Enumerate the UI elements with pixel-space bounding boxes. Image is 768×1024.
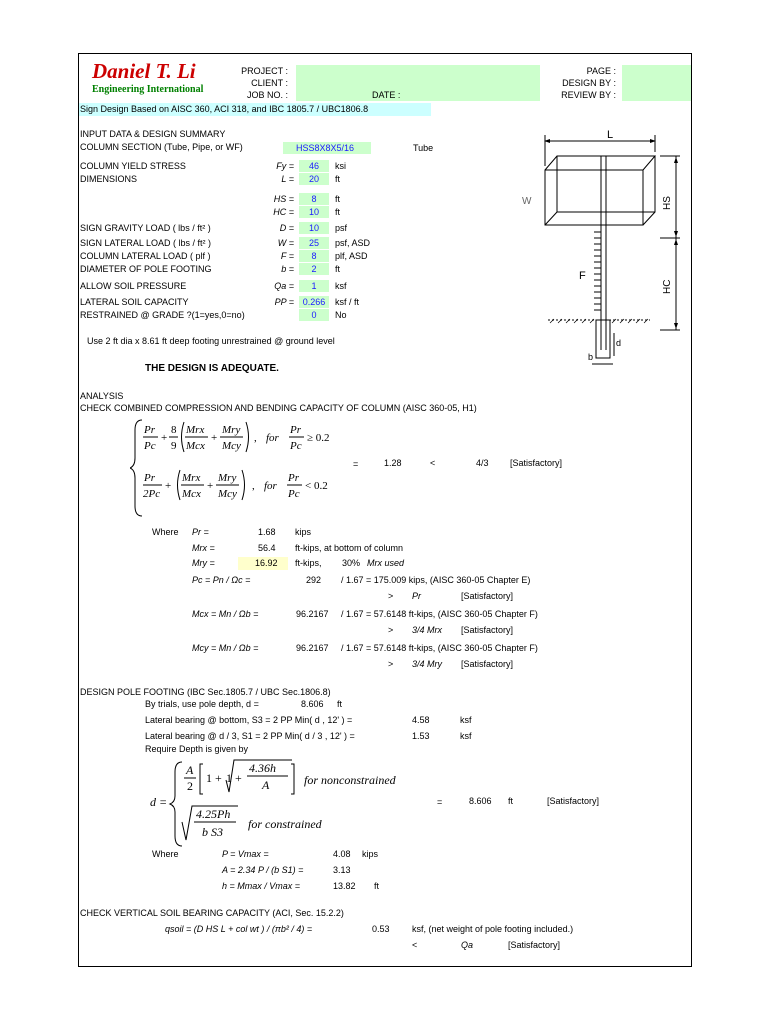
eq2-mry: Mry bbox=[218, 472, 237, 484]
combined-check-heading: CHECK COMBINED COMPRESSION AND BENDING CAPACITY OF COLUMN (AISC 360-05, H1) bbox=[80, 403, 477, 413]
mcx-label: Mcx = Mn / Ωb = bbox=[192, 609, 259, 619]
pr-label: Pr = bbox=[192, 527, 209, 537]
review-by-label: REVIEW BY : bbox=[561, 90, 616, 100]
b-symbol: b = bbox=[281, 264, 294, 274]
page-design-review-field[interactable] bbox=[622, 65, 691, 101]
q-soil-status: [Satisfactory] bbox=[508, 940, 561, 950]
Qa-symbol: Qa = bbox=[274, 281, 294, 291]
pc-gt: > bbox=[388, 591, 394, 601]
ratio-equals: = bbox=[353, 459, 359, 469]
depth-status: [Satisfactory] bbox=[547, 796, 600, 806]
svg-text:+: + bbox=[207, 480, 214, 492]
restrained-unit: No bbox=[335, 310, 347, 320]
Hs-symbol: HS = bbox=[273, 194, 294, 204]
mry-used: Mrx used bbox=[367, 558, 405, 568]
mcy-compare: 3/4 Mry bbox=[412, 659, 443, 669]
column-section-value: HSS8X8X5/16 bbox=[296, 143, 355, 153]
depth-constrained: for constrained bbox=[248, 817, 322, 831]
Hc-symbol: HC = bbox=[273, 207, 294, 217]
depth-nonconstrained: for nonconstrained bbox=[304, 773, 396, 787]
diagram-Hc-label: HC bbox=[662, 279, 673, 294]
diagram-F-label: F bbox=[579, 270, 586, 282]
yield-value: 46 bbox=[308, 161, 319, 171]
gravity-load-label: SIGN GRAVITY LOAD ( lbs / ft² ) bbox=[80, 223, 211, 233]
pc-value: 292 bbox=[306, 575, 322, 585]
Pp-unit: ksf / ft bbox=[335, 297, 360, 307]
trial-depth-unit: ft bbox=[337, 699, 343, 709]
depth-equals: = bbox=[437, 797, 443, 807]
depth-value: 8.606 bbox=[469, 796, 492, 806]
design-adequate: THE DESIGN IS ADEQUATE. bbox=[145, 363, 279, 374]
depth-1: 1 + bbox=[206, 771, 222, 785]
sign-side-face bbox=[643, 156, 655, 225]
pr-unit: kips bbox=[295, 527, 312, 537]
eq1-mrx: Mrx bbox=[186, 424, 205, 436]
eq1-mcx: Mcx bbox=[186, 440, 205, 452]
W-value: 25 bbox=[308, 238, 319, 248]
eq2-cond-pc: Pc bbox=[288, 488, 300, 500]
h-label: h = Mmax / Vmax = bbox=[222, 881, 301, 891]
svg-text:+: + bbox=[211, 432, 218, 444]
L-unit: ft bbox=[335, 174, 341, 184]
svg-text:+: + bbox=[165, 480, 172, 492]
lateral-bottom-value: 4.58 bbox=[412, 715, 430, 725]
eq1-num-8: 8 bbox=[171, 424, 177, 436]
Qa-unit: ksf bbox=[335, 281, 347, 291]
column-section-label: COLUMN SECTION (Tube, Pipe, or WF) bbox=[80, 142, 243, 152]
D-value: 10 bbox=[308, 223, 319, 233]
lateral-third-label: Lateral bearing @ d / 3, S1 = 2 PP Min( d / 3 , 12' ) = bbox=[145, 731, 355, 741]
diameter-label: DIAMETER OF POLE FOOTING bbox=[80, 264, 212, 274]
depth-2: 2 bbox=[187, 779, 193, 793]
input-heading: INPUT DATA & DESIGN SUMMARY bbox=[80, 129, 226, 139]
date-field[interactable] bbox=[410, 89, 540, 101]
eq2-for: for bbox=[264, 480, 277, 492]
a-value: 3.13 bbox=[333, 865, 351, 875]
q-soil-unit: ksf, (net weight of pole footing included.) bbox=[412, 924, 574, 934]
Pp-symbol: PP = bbox=[274, 297, 294, 307]
company-subtitle: Engineering International bbox=[92, 84, 204, 95]
mcy-label: Mcy = Mn / Ωb = bbox=[192, 643, 259, 653]
F-unit: plf, ASD bbox=[335, 251, 368, 261]
sheet-title: Sign Design Based on AISC 360, ACI 318, and IBC 1805.7 / UBC1806.8 bbox=[80, 104, 369, 114]
where-label-1: Where bbox=[152, 527, 179, 537]
mcy-status: [Satisfactory] bbox=[461, 659, 514, 669]
depth-A: A bbox=[186, 763, 194, 777]
eq1-ge: ≥ 0.2 bbox=[307, 432, 330, 444]
D-unit: psf bbox=[335, 223, 348, 233]
diagram-b-label: b bbox=[588, 352, 594, 362]
eq1-cond-pc: Pc bbox=[290, 440, 302, 452]
q-soil-lt: < bbox=[412, 940, 418, 950]
company-logo: Daniel T. Li bbox=[92, 59, 196, 83]
q-soil-qa: Qa bbox=[461, 940, 474, 950]
p-value: 4.08 bbox=[333, 849, 351, 859]
where-label-2: Where bbox=[152, 849, 179, 859]
lateral-load-label: SIGN LATERAL LOAD ( lbs / ft² ) bbox=[80, 238, 212, 248]
q-soil-value: 0.53 bbox=[372, 924, 390, 934]
lateral-third-unit: ksf bbox=[460, 731, 472, 741]
p-label: P = Vmax = bbox=[222, 849, 269, 859]
pole-footing bbox=[596, 320, 610, 358]
q-soil-label: qsoil = (D HS L + col wt ) / (πb² / 4) = bbox=[165, 924, 313, 934]
column-lateral-label: COLUMN LATERAL LOAD ( plf ) bbox=[80, 251, 211, 261]
eq2-cond-pr: Pr bbox=[288, 472, 299, 484]
mcx-compare: 3/4 Mrx bbox=[412, 625, 443, 635]
svg-text:+: + bbox=[161, 432, 168, 444]
lateral-third-value: 1.53 bbox=[412, 731, 430, 741]
lateral-soil-label: LATERAL SOIL CAPACITY bbox=[80, 297, 189, 307]
b-unit: ft bbox=[335, 264, 341, 274]
mry-unit: ft-kips, bbox=[295, 558, 322, 568]
sign-front-face bbox=[545, 170, 643, 225]
Qa-value: 1 bbox=[311, 281, 317, 291]
job-label: JOB NO. : bbox=[246, 90, 288, 100]
h-unit: ft bbox=[374, 881, 380, 891]
mcx-gt: > bbox=[388, 625, 394, 635]
mry-value: 16.92 bbox=[255, 558, 278, 568]
h-value: 13.82 bbox=[333, 881, 356, 891]
pc-calc: / 1.67 = 175.009 kips, (AISC 360-05 Chapter E) bbox=[341, 575, 531, 585]
Pp-value: 0.266 bbox=[302, 297, 326, 307]
column-section-type: Tube bbox=[413, 143, 434, 153]
yield-symbol: Fy = bbox=[276, 161, 294, 171]
mrx-value: 56.4 bbox=[258, 543, 276, 553]
client-label: CLIENT : bbox=[251, 78, 288, 88]
mcy-calc: / 1.67 = 57.6148 ft-kips, (AISC 360-05 Chapter F) bbox=[341, 643, 538, 653]
mcy-gt: > bbox=[388, 659, 394, 669]
diagram-L-label: L bbox=[607, 129, 614, 141]
svg-text:,: , bbox=[254, 432, 257, 444]
date-label: DATE : bbox=[372, 90, 401, 100]
soil-pressure-label: ALLOW SOIL PRESSURE bbox=[80, 281, 187, 291]
eq2-mcy: Mcy bbox=[218, 488, 237, 500]
eq1-mcy: Mcy bbox=[222, 440, 241, 452]
depth-436h: 4.36h bbox=[249, 761, 276, 775]
depth-A2: A bbox=[262, 778, 270, 792]
analysis-heading: ANALYSIS bbox=[80, 391, 124, 401]
ratio-limit: 4/3 bbox=[476, 458, 489, 468]
svg-text:1 +: 1 + bbox=[226, 771, 242, 785]
eq2-pr: Pr bbox=[144, 472, 155, 484]
project-label: PROJECT : bbox=[241, 66, 288, 76]
eq2-2pc: 2Pc bbox=[143, 488, 161, 500]
eq2-mrx: Mrx bbox=[182, 472, 201, 484]
p-unit: kips bbox=[362, 849, 379, 859]
diagram-Hs-label: HS bbox=[662, 196, 673, 210]
bearing-heading: CHECK VERTICAL SOIL BEARING CAPACITY (ACI, Sec. 15.2.2) bbox=[80, 908, 344, 918]
Hs-value: 8 bbox=[311, 194, 317, 204]
restrained-label: RESTRAINED @ GRADE ?(1=yes,0=no) bbox=[80, 310, 245, 320]
mcx-status: [Satisfactory] bbox=[461, 625, 514, 635]
sign-top-face bbox=[545, 156, 655, 170]
mrx-unit: ft-kips, at bottom of column bbox=[295, 543, 404, 553]
a-label: A = 2.34 P / (b S1) = bbox=[222, 865, 304, 875]
eq2-mcx: Mcx bbox=[182, 488, 201, 500]
eq2-lt: < 0.2 bbox=[305, 480, 328, 492]
b-value: 2 bbox=[311, 264, 317, 274]
lateral-bottom-unit: ksf bbox=[460, 715, 472, 725]
eq1-pc: Pc bbox=[144, 440, 156, 452]
diagram-d-label: d bbox=[616, 338, 622, 348]
L-symbol: L = bbox=[281, 174, 294, 184]
svg-text:,: , bbox=[252, 480, 255, 492]
ratio-value: 1.28 bbox=[384, 458, 402, 468]
page-label: PAGE : bbox=[586, 66, 616, 76]
Hc-unit: ft bbox=[335, 207, 341, 217]
mcx-calc: / 1.67 = 57.6148 ft-kips, (AISC 360-05 Chapter F) bbox=[341, 609, 538, 619]
pc-status: [Satisfactory] bbox=[461, 591, 514, 601]
eq1-pr: Pr bbox=[144, 424, 155, 436]
depth-425ph: 4.25Ph bbox=[196, 807, 231, 821]
sign-diagram bbox=[510, 120, 690, 370]
eq1-for: for bbox=[266, 432, 279, 444]
diagram-W-label: W bbox=[522, 196, 532, 207]
Hs-unit: ft bbox=[335, 194, 341, 204]
mry-percent: 30% bbox=[342, 558, 361, 568]
ratio-less-than: < bbox=[430, 458, 436, 468]
lateral-bottom-label: Lateral bearing @ bottom, S3 = 2 PP Min( d , 12' ) = bbox=[145, 715, 353, 725]
F-value: 8 bbox=[311, 251, 317, 261]
design-by-label: DESIGN BY : bbox=[562, 78, 616, 88]
trial-depth-label: By trials, use pole depth, d = bbox=[145, 699, 259, 709]
D-symbol: D = bbox=[279, 223, 294, 233]
W-symbol: W = bbox=[277, 238, 294, 248]
eq1-cond-pr: Pr bbox=[290, 424, 301, 436]
mrx-label: Mrx = bbox=[192, 543, 215, 553]
dimensions-label: DIMENSIONS bbox=[80, 174, 138, 184]
eq1-den-9: 9 bbox=[171, 440, 177, 452]
trial-depth-value: 8.606 bbox=[301, 699, 324, 709]
W-unit: psf, ASD bbox=[335, 238, 371, 248]
L-value: 20 bbox=[308, 174, 319, 184]
require-depth-label: Require Depth is given by bbox=[145, 744, 249, 754]
mcy-value: 96.2167 bbox=[296, 643, 329, 653]
F-symbol: F = bbox=[280, 251, 294, 261]
interaction-equation bbox=[130, 418, 360, 518]
yield-unit: ksi bbox=[335, 161, 346, 171]
mry-label: Mry = bbox=[192, 558, 215, 568]
depth-equation bbox=[148, 758, 438, 848]
restrained-value: 0 bbox=[311, 310, 317, 320]
use-summary: Use 2 ft dia x 8.61 ft deep footing unrestrained @ ground level bbox=[87, 336, 335, 346]
depth-d-eq: d = bbox=[150, 795, 168, 809]
eq1-mry: Mry bbox=[222, 424, 241, 436]
footing-heading: DESIGN POLE FOOTING (IBC Sec.1805.7 / UBC Sec.1806.8) bbox=[80, 687, 331, 697]
depth-bs3: b S3 bbox=[202, 825, 223, 839]
ratio-status: [Satisfactory] bbox=[510, 458, 563, 468]
pc-label: Pc = Pn / Ωc = bbox=[192, 575, 251, 585]
mcx-value: 96.2167 bbox=[296, 609, 329, 619]
yield-label: COLUMN YIELD STRESS bbox=[80, 161, 186, 171]
Hc-value: 10 bbox=[308, 207, 319, 217]
pr-value: 1.68 bbox=[258, 527, 276, 537]
depth-unit: ft bbox=[508, 796, 514, 806]
pc-compare: Pr bbox=[412, 591, 421, 601]
